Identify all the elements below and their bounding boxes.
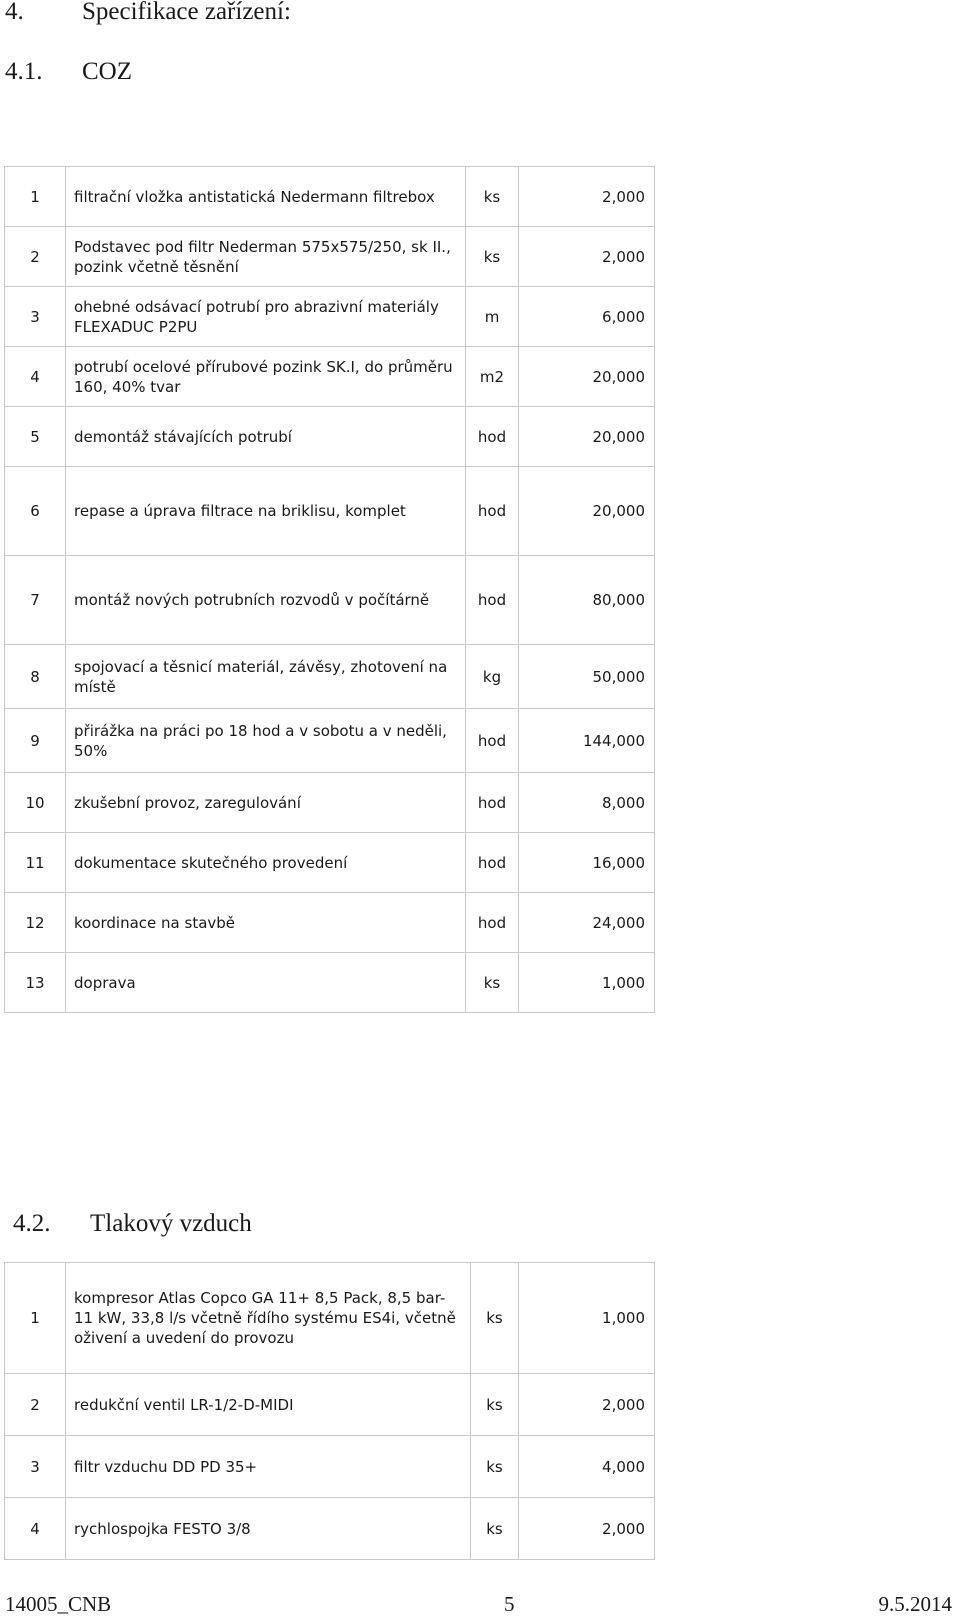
item-unit: ks — [471, 1498, 519, 1560]
item-description: doprava — [66, 953, 466, 1013]
item-unit: hod — [466, 833, 519, 893]
item-unit: ks — [466, 167, 519, 227]
item-number: 13 — [5, 953, 66, 1013]
item-unit: hod — [466, 407, 519, 467]
table-row — [5, 167, 655, 227]
item-unit: ks — [471, 1374, 519, 1436]
item-unit: hod — [466, 556, 519, 645]
item-description: spojovací a těsnicí materiál, závěsy, zhotovení na místě — [66, 645, 466, 709]
footer-document-id: 14005_CNB — [5, 1592, 112, 1616]
item-quantity: 2,000 — [519, 1498, 655, 1560]
table-row — [5, 556, 655, 645]
tlak-items-table — [4, 1262, 655, 1560]
item-number: 1 — [5, 1263, 66, 1374]
item-quantity: 144,000 — [519, 709, 655, 773]
item-quantity: 1,000 — [519, 953, 655, 1013]
table-row — [5, 407, 655, 467]
item-description: potrubí ocelové přírubové pozink SK.I, do průměru 160, 40% tvar — [66, 347, 466, 407]
item-quantity: 16,000 — [519, 833, 655, 893]
subsection-heading-coz — [5, 58, 132, 86]
item-number: 4 — [5, 347, 66, 407]
item-description: přirážka na práci po 18 hod a v sobotu a v neděli, 50% — [66, 709, 466, 773]
subsection-title: Tlakový vzduch — [90, 1210, 252, 1237]
item-quantity: 8,000 — [519, 773, 655, 833]
table-row — [5, 347, 655, 407]
item-number: 5 — [5, 407, 66, 467]
table-row — [5, 1498, 655, 1560]
item-number: 3 — [5, 287, 66, 347]
table-row — [5, 893, 655, 953]
subsection-title: COZ — [82, 58, 132, 85]
item-description: filtr vzduchu DD PD 35+ — [66, 1436, 471, 1498]
table-row — [5, 645, 655, 709]
table-row — [5, 833, 655, 893]
item-quantity: 50,000 — [519, 645, 655, 709]
item-description: demontáž stávajících potrubí — [66, 407, 466, 467]
item-number: 2 — [5, 1374, 66, 1436]
item-number: 10 — [5, 773, 66, 833]
table-row — [5, 773, 655, 833]
item-quantity: 2,000 — [519, 227, 655, 287]
item-number: 3 — [5, 1436, 66, 1498]
table-row — [5, 1263, 655, 1374]
subsection-number: 4.2. — [13, 1210, 51, 1237]
subsection-heading-tlak — [13, 1210, 252, 1238]
item-description: zkušební provoz, zaregulování — [66, 773, 466, 833]
item-description: dokumentace skutečného provedení — [66, 833, 466, 893]
item-unit: ks — [471, 1263, 519, 1374]
item-quantity: 20,000 — [519, 467, 655, 556]
item-quantity: 2,000 — [519, 167, 655, 227]
item-description: rychlospojka FESTO 3/8 — [66, 1498, 471, 1560]
item-unit: hod — [466, 773, 519, 833]
item-quantity: 6,000 — [519, 287, 655, 347]
item-description: kompresor Atlas Copco GA 11+ 8,5 Pack, 8,5 bar-11 kW, 33,8 l/s včetně řídího systému ES4i, včetně oživení a uvedení do provozu — [66, 1263, 471, 1374]
item-unit: ks — [471, 1436, 519, 1498]
subsection-number: 4.1. — [5, 58, 43, 85]
section-number: 4. — [5, 0, 24, 25]
item-description: Podstavec pod filtr Nederman 575x575/250, sk II., pozink včetně těsnění — [66, 227, 466, 287]
table-row — [5, 1436, 655, 1498]
item-number: 6 — [5, 467, 66, 556]
item-description: filtrační vložka antistatická Nedermann filtrebox — [66, 167, 466, 227]
table-row — [5, 1374, 655, 1436]
item-description: repase a úprava filtrace na briklisu, komplet — [66, 467, 466, 556]
table-row — [5, 227, 655, 287]
section-heading — [5, 0, 291, 26]
item-number: 1 — [5, 167, 66, 227]
item-number: 11 — [5, 833, 66, 893]
item-unit: ks — [466, 953, 519, 1013]
item-quantity: 1,000 — [519, 1263, 655, 1374]
item-unit: hod — [466, 893, 519, 953]
item-number: 7 — [5, 556, 66, 645]
item-unit: kg — [466, 645, 519, 709]
item-unit: ks — [466, 227, 519, 287]
item-unit: m2 — [466, 347, 519, 407]
item-description: ohebné odsávací potrubí pro abrazivní materiály FLEXADUC P2PU — [66, 287, 466, 347]
item-description: koordinace na stavbě — [66, 893, 466, 953]
item-quantity: 24,000 — [519, 893, 655, 953]
item-description: montáž nových potrubních rozvodů v počítárně — [66, 556, 466, 645]
item-quantity: 20,000 — [519, 407, 655, 467]
item-quantity: 20,000 — [519, 347, 655, 407]
item-number: 8 — [5, 645, 66, 709]
footer-page-number: 5 — [504, 1592, 515, 1616]
table-row — [5, 953, 655, 1013]
item-quantity: 80,000 — [519, 556, 655, 645]
item-description: redukční ventil LR-1/2-D-MIDI — [66, 1374, 471, 1436]
item-quantity: 2,000 — [519, 1374, 655, 1436]
item-number: 12 — [5, 893, 66, 953]
table-row — [5, 709, 655, 773]
item-unit: hod — [466, 709, 519, 773]
table-row — [5, 467, 655, 556]
item-number: 9 — [5, 709, 66, 773]
item-quantity: 4,000 — [519, 1436, 655, 1498]
table-row — [5, 287, 655, 347]
item-number: 2 — [5, 227, 66, 287]
section-title: Specifikace zařízení: — [82, 0, 291, 25]
footer-date: 9.5.2014 — [878, 1592, 952, 1616]
item-number: 4 — [5, 1498, 66, 1560]
coz-items-table — [4, 166, 655, 1013]
item-unit: m — [466, 287, 519, 347]
item-unit: hod — [466, 467, 519, 556]
